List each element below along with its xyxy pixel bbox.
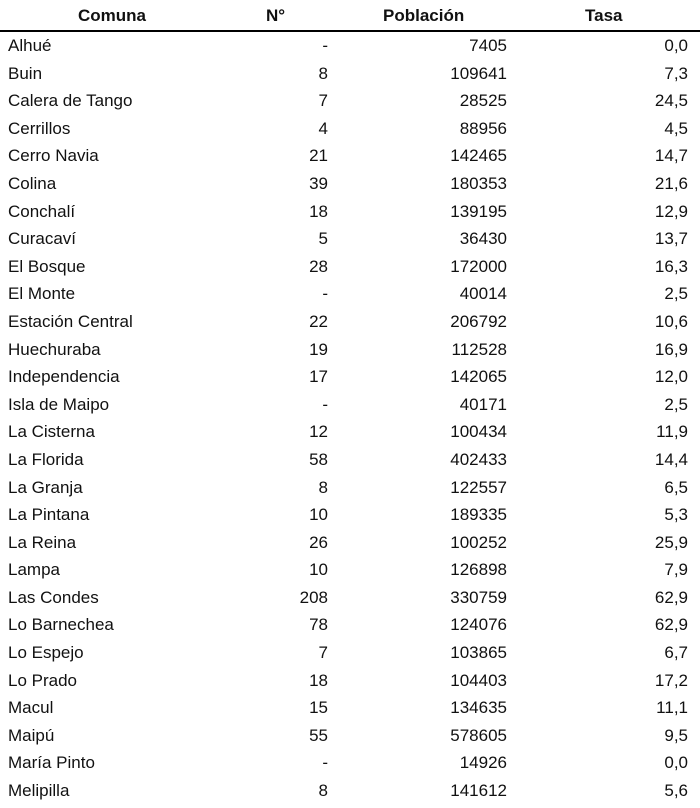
cell-tasa: 7,9 bbox=[664, 560, 688, 580]
table-row bbox=[0, 32, 700, 60]
cell-poblacion: 180353 bbox=[450, 173, 507, 193]
cell-poblacion: 330759 bbox=[450, 587, 507, 607]
cell-poblacion: 189335 bbox=[450, 505, 507, 525]
cell-tasa: 14,4 bbox=[654, 449, 688, 469]
cell-n: 5 bbox=[318, 229, 328, 249]
cell-poblacion: 142465 bbox=[450, 146, 507, 166]
cell-comuna: Macul bbox=[8, 698, 54, 718]
cell-tasa: 24,5 bbox=[654, 91, 688, 111]
cell-poblacion: 28525 bbox=[459, 91, 507, 111]
table-row bbox=[0, 584, 700, 612]
cell-poblacion: 402433 bbox=[450, 449, 507, 469]
cell-comuna: Estación Central bbox=[8, 311, 133, 331]
cell-poblacion: 172000 bbox=[450, 256, 507, 276]
cell-n: - bbox=[322, 753, 328, 773]
cell-comuna: Lo Prado bbox=[8, 670, 77, 690]
cell-n: 18 bbox=[309, 201, 328, 221]
header-tasa: Tasa bbox=[585, 6, 623, 25]
cell-tasa: 11,1 bbox=[656, 698, 688, 718]
cell-comuna: El Monte bbox=[8, 284, 76, 304]
table-row bbox=[0, 777, 700, 805]
table-row bbox=[0, 225, 700, 253]
cell-n: 17 bbox=[309, 367, 328, 387]
table-row bbox=[0, 529, 700, 557]
cell-tasa: 6,7 bbox=[664, 643, 688, 663]
table-header-row bbox=[0, 0, 700, 32]
cell-n: 18 bbox=[309, 670, 328, 690]
cell-comuna: La Granja bbox=[8, 477, 83, 497]
cell-tasa: 5,6 bbox=[664, 781, 688, 801]
table-row bbox=[0, 87, 700, 115]
cell-n: 19 bbox=[309, 339, 328, 359]
table-row bbox=[0, 474, 700, 502]
cell-n: 28 bbox=[309, 256, 328, 276]
table-row bbox=[0, 391, 700, 419]
cell-tasa: 7,3 bbox=[664, 63, 688, 83]
cell-comuna: Colina bbox=[8, 173, 57, 193]
cell-tasa: 2,5 bbox=[664, 394, 688, 414]
cell-tasa: 62,9 bbox=[654, 615, 688, 635]
cell-poblacion: 578605 bbox=[450, 725, 507, 745]
cell-comuna: Curacaví bbox=[8, 229, 77, 249]
cell-n: 7 bbox=[318, 91, 328, 111]
header-poblacion: Población bbox=[383, 6, 465, 25]
cell-n: 12 bbox=[309, 422, 328, 442]
cell-poblacion: 36430 bbox=[459, 229, 507, 249]
cell-tasa: 62,9 bbox=[654, 587, 688, 607]
cell-comuna: María Pinto bbox=[8, 753, 95, 773]
table-row bbox=[0, 60, 700, 88]
cell-tasa: 21,6 bbox=[654, 173, 688, 193]
cell-tasa: 9,5 bbox=[664, 725, 688, 745]
cell-poblacion: 134635 bbox=[450, 698, 507, 718]
header-n: N° bbox=[266, 6, 286, 25]
cell-n: 8 bbox=[318, 477, 328, 497]
cell-poblacion: 126898 bbox=[450, 560, 507, 580]
cell-poblacion: 124076 bbox=[450, 615, 507, 635]
cell-poblacion: 104403 bbox=[450, 670, 507, 690]
cell-tasa: 16,3 bbox=[654, 256, 688, 276]
cell-tasa: 11,9 bbox=[656, 422, 688, 442]
cell-tasa: 17,2 bbox=[654, 670, 688, 690]
cell-n: 15 bbox=[309, 698, 328, 718]
table-row bbox=[0, 170, 700, 198]
cell-comuna: El Bosque bbox=[8, 256, 86, 276]
table-row bbox=[0, 749, 700, 777]
cell-comuna: Cerro Navia bbox=[8, 146, 99, 166]
cell-poblacion: 103865 bbox=[450, 643, 507, 663]
cell-comuna: Buin bbox=[8, 63, 43, 83]
cell-tasa: 6,5 bbox=[664, 477, 688, 497]
table-body bbox=[0, 32, 700, 805]
cell-comuna: Isla de Maipo bbox=[8, 394, 110, 414]
cell-tasa: 12,9 bbox=[654, 201, 688, 221]
cell-comuna: La Pintana bbox=[8, 505, 90, 525]
cell-n: 8 bbox=[318, 781, 328, 801]
cell-poblacion: 141612 bbox=[450, 781, 507, 801]
table-row bbox=[0, 115, 700, 143]
cell-tasa: 0,0 bbox=[664, 753, 688, 773]
table-row bbox=[0, 722, 700, 750]
table-row bbox=[0, 142, 700, 170]
cell-n: 10 bbox=[309, 560, 328, 580]
cell-tasa: 16,9 bbox=[654, 339, 688, 359]
cell-tasa: 25,9 bbox=[654, 532, 688, 552]
cell-n: 22 bbox=[309, 311, 328, 331]
cell-poblacion: 88956 bbox=[459, 118, 507, 138]
cell-comuna: La Florida bbox=[8, 449, 84, 469]
cell-n: 39 bbox=[309, 173, 328, 193]
cell-comuna: La Cisterna bbox=[8, 422, 95, 442]
cell-comuna: Huechuraba bbox=[8, 339, 101, 359]
cell-comuna: Lampa bbox=[8, 560, 60, 580]
cell-n: - bbox=[322, 36, 328, 55]
cell-tasa: 5,3 bbox=[664, 505, 688, 525]
cell-n: 26 bbox=[309, 532, 328, 552]
table-row bbox=[0, 611, 700, 639]
cell-n: 55 bbox=[309, 725, 328, 745]
cell-tasa: 14,7 bbox=[654, 146, 688, 166]
cell-poblacion: 14926 bbox=[459, 753, 507, 773]
cell-n: 7 bbox=[318, 643, 328, 663]
table-row bbox=[0, 639, 700, 667]
cell-comuna: Melipilla bbox=[8, 781, 70, 801]
cell-comuna: Lo Espejo bbox=[8, 643, 84, 663]
cell-comuna: Las Condes bbox=[8, 587, 99, 607]
table-row bbox=[0, 280, 700, 308]
cell-tasa: 2,5 bbox=[664, 284, 688, 304]
table-row bbox=[0, 336, 700, 364]
cell-comuna: Conchalí bbox=[8, 201, 76, 221]
cell-n: 58 bbox=[309, 449, 328, 469]
cell-poblacion: 100252 bbox=[450, 532, 507, 552]
cell-poblacion: 139195 bbox=[450, 201, 507, 221]
table-row bbox=[0, 556, 700, 584]
table-row bbox=[0, 198, 700, 226]
cell-n: 8 bbox=[318, 63, 328, 83]
cell-tasa: 13,7 bbox=[654, 229, 688, 249]
cell-poblacion: 122557 bbox=[450, 477, 507, 497]
cell-poblacion: 7405 bbox=[469, 36, 507, 55]
cell-comuna: Calera de Tango bbox=[8, 91, 133, 111]
table-row bbox=[0, 694, 700, 722]
table-row bbox=[0, 501, 700, 529]
cell-n: 208 bbox=[299, 587, 328, 607]
cell-poblacion: 109641 bbox=[450, 63, 507, 83]
cell-comuna: Lo Barnechea bbox=[8, 615, 114, 635]
cell-n: 10 bbox=[309, 505, 328, 525]
cell-comuna: Cerrillos bbox=[8, 118, 71, 138]
cell-n: 78 bbox=[309, 615, 328, 635]
table-row bbox=[0, 667, 700, 695]
cell-poblacion: 40014 bbox=[459, 284, 507, 304]
cell-n: 21 bbox=[309, 146, 328, 166]
cell-tasa: 4,5 bbox=[664, 118, 688, 138]
cell-poblacion: 40171 bbox=[459, 394, 507, 414]
cell-poblacion: 206792 bbox=[450, 311, 507, 331]
cell-n: - bbox=[322, 394, 328, 414]
table-row bbox=[0, 363, 700, 391]
cell-comuna: Alhué bbox=[8, 36, 52, 55]
table-row bbox=[0, 446, 700, 474]
table-row bbox=[0, 308, 700, 336]
cell-tasa: 12,0 bbox=[654, 367, 688, 387]
table-row bbox=[0, 253, 700, 281]
cell-comuna: Maipú bbox=[8, 725, 55, 745]
cell-tasa: 10,6 bbox=[654, 311, 688, 331]
cell-n: - bbox=[322, 284, 328, 304]
cell-poblacion: 100434 bbox=[450, 422, 507, 442]
table-row bbox=[0, 418, 700, 446]
cell-poblacion: 142065 bbox=[450, 367, 507, 387]
cell-comuna: Independencia bbox=[8, 367, 120, 387]
header-comuna: Comuna bbox=[78, 6, 146, 25]
cell-comuna: La Reina bbox=[8, 532, 77, 552]
cell-tasa: 0,0 bbox=[664, 36, 688, 55]
cell-poblacion: 112528 bbox=[451, 339, 507, 359]
cell-n: 4 bbox=[318, 118, 328, 138]
